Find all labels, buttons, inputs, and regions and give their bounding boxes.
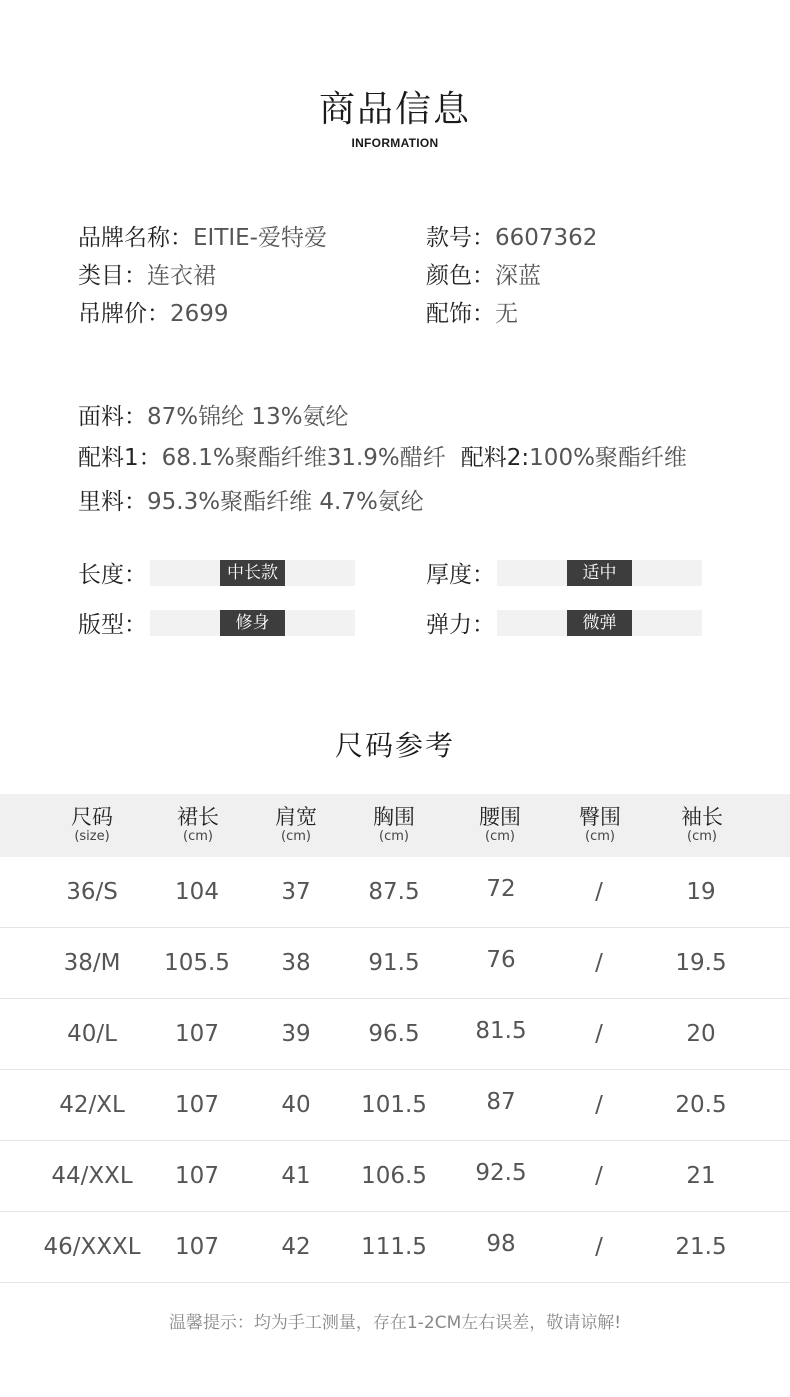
cell-shoulder: 40	[281, 1092, 311, 1118]
info-category	[78, 257, 327, 295]
cell-size: 42/XL	[59, 1092, 125, 1118]
header-hip	[545, 804, 655, 844]
cell-size: 44/XXL	[51, 1163, 133, 1189]
header-waist	[445, 804, 555, 844]
cell-dress-length: 107	[175, 1234, 219, 1260]
header-dress-length	[143, 804, 253, 844]
face-fabric-label: 面料：	[78, 404, 147, 430]
cell-sleeve: 21.5	[675, 1234, 727, 1260]
page-title: 商品信息	[318, 89, 471, 130]
header-label: 胸围	[373, 805, 415, 829]
cell-dress-length: 107	[175, 1163, 219, 1189]
cell-waist: 87	[486, 1089, 516, 1115]
size-table	[0, 794, 790, 1283]
cell-dress-length: 104	[175, 879, 219, 905]
attr-length-label: 长度：	[78, 562, 147, 588]
header-size	[37, 804, 147, 844]
cell-waist: 81.5	[475, 1018, 527, 1044]
cell-sleeve: 21	[686, 1163, 716, 1189]
table-row	[0, 1141, 790, 1212]
cell-shoulder: 37	[281, 879, 311, 905]
cell-shoulder: 42	[281, 1234, 311, 1260]
face-fabric-value: 87%锦纶 13%氨纶	[147, 404, 349, 430]
size-table-header	[0, 794, 790, 857]
cell-bust: 91.5	[368, 950, 420, 976]
cell-bust: 111.5	[361, 1234, 427, 1260]
header-unit: (cm)	[281, 829, 311, 844]
trim1-value: 68.1%聚酯纤维31.9%醋纤	[161, 445, 446, 471]
cell-size: 40/L	[67, 1021, 117, 1047]
lining-label: 里料：	[78, 489, 147, 515]
header-unit: (cm)	[585, 829, 615, 844]
info-style-number	[426, 219, 597, 257]
style-number-value: 6607362	[495, 225, 598, 251]
table-row	[0, 999, 790, 1070]
header-label: 肩宽	[275, 805, 317, 829]
trim2-label: 配料2:	[460, 445, 530, 471]
attr-thickness-value: 适中	[567, 560, 632, 586]
info-accessory	[426, 295, 597, 333]
fabric-lining	[78, 482, 778, 523]
cell-dress-length: 107	[175, 1021, 219, 1047]
attr-thickness-bar	[497, 560, 702, 586]
header-label: 尺码	[71, 805, 113, 829]
category-label: 类目：	[78, 263, 147, 289]
cell-hip: /	[595, 1021, 603, 1047]
brand-value: EITIE-爱特爱	[193, 225, 327, 251]
accessory-value: 无	[495, 301, 518, 327]
info-brand	[78, 219, 327, 257]
header-label: 袖长	[681, 805, 723, 829]
cell-bust: 101.5	[361, 1092, 427, 1118]
cell-sleeve: 20	[686, 1021, 716, 1047]
header-unit: (cm)	[183, 829, 213, 844]
lining-value: 95.3%聚酯纤维 4.7%氨纶	[147, 489, 424, 515]
cell-bust: 87.5	[368, 879, 420, 905]
style-number-label: 款号：	[426, 225, 495, 251]
accessory-label: 配饰：	[426, 301, 495, 327]
attr-fit-label: 版型：	[78, 612, 147, 638]
fabric-trim	[78, 438, 778, 479]
price-value: 2699	[170, 301, 229, 327]
attr-length-bar	[150, 560, 355, 586]
color-value: 深蓝	[495, 263, 541, 289]
cell-sleeve: 19	[686, 879, 716, 905]
cell-dress-length: 107	[175, 1092, 219, 1118]
cell-size: 36/S	[66, 879, 118, 905]
attr-length-value: 中长款	[220, 560, 285, 586]
header-label: 臀围	[579, 805, 621, 829]
cell-shoulder: 38	[281, 950, 311, 976]
table-row	[0, 928, 790, 999]
header-unit: (cm)	[485, 829, 515, 844]
fabric-face	[78, 397, 778, 438]
info-right-column	[426, 219, 597, 333]
header-label: 腰围	[479, 805, 521, 829]
trim1-label: 配料1：	[78, 445, 162, 471]
attr-fit-bar	[150, 610, 355, 636]
cell-sleeve: 20.5	[675, 1092, 727, 1118]
header-unit: (cm)	[687, 829, 717, 844]
cell-bust: 96.5	[368, 1021, 420, 1047]
header-unit: (cm)	[379, 829, 409, 844]
table-row	[0, 1212, 790, 1283]
color-label: 颜色：	[426, 263, 495, 289]
cell-waist: 92.5	[475, 1160, 527, 1186]
section-header-information	[0, 88, 790, 150]
attr-elastic-bar	[497, 610, 702, 636]
page-subtitle: INFORMATION	[351, 136, 439, 150]
cell-shoulder: 41	[281, 1163, 311, 1189]
price-label: 吊牌价：	[78, 301, 170, 327]
cell-dress-length: 105.5	[164, 950, 230, 976]
cell-hip: /	[595, 1092, 603, 1118]
header-label: 裙长	[177, 805, 219, 829]
attr-fit-value: 修身	[220, 610, 285, 636]
info-price	[78, 295, 327, 333]
brand-label: 品牌名称：	[78, 225, 193, 251]
fabric-section	[78, 397, 778, 523]
cell-waist: 98	[486, 1231, 516, 1257]
size-table-body	[0, 857, 790, 1283]
cell-hip: /	[595, 1163, 603, 1189]
cell-size: 46/XXXL	[43, 1234, 141, 1260]
attr-elastic-value: 微弹	[567, 610, 632, 636]
attr-thickness-label: 厚度：	[426, 562, 495, 588]
cell-shoulder: 39	[281, 1021, 311, 1047]
cell-hip: /	[595, 1234, 603, 1260]
info-left-column	[78, 219, 327, 333]
measurement-tip: 温馨提示：均为手工测量，存在1-2CM左右误差，敬请谅解!	[168, 1313, 622, 1333]
cell-waist: 72	[486, 876, 516, 902]
trim2-value: 100%聚酯纤维	[529, 445, 687, 471]
attr-elastic-label: 弹力：	[426, 612, 495, 638]
cell-size: 38/M	[63, 950, 121, 976]
cell-sleeve: 19.5	[675, 950, 727, 976]
category-value: 连衣裙	[147, 263, 216, 289]
cell-hip: /	[595, 879, 603, 905]
cell-bust: 106.5	[361, 1163, 427, 1189]
header-sleeve	[647, 804, 757, 844]
cell-hip: /	[595, 950, 603, 976]
cell-waist: 76	[486, 947, 516, 973]
header-unit: (size)	[74, 829, 110, 844]
table-row	[0, 857, 790, 928]
header-bust	[339, 804, 449, 844]
size-chart-title: 尺码参考	[334, 729, 455, 762]
header-shoulder	[241, 804, 351, 844]
table-row	[0, 1070, 790, 1141]
info-color	[426, 257, 597, 295]
